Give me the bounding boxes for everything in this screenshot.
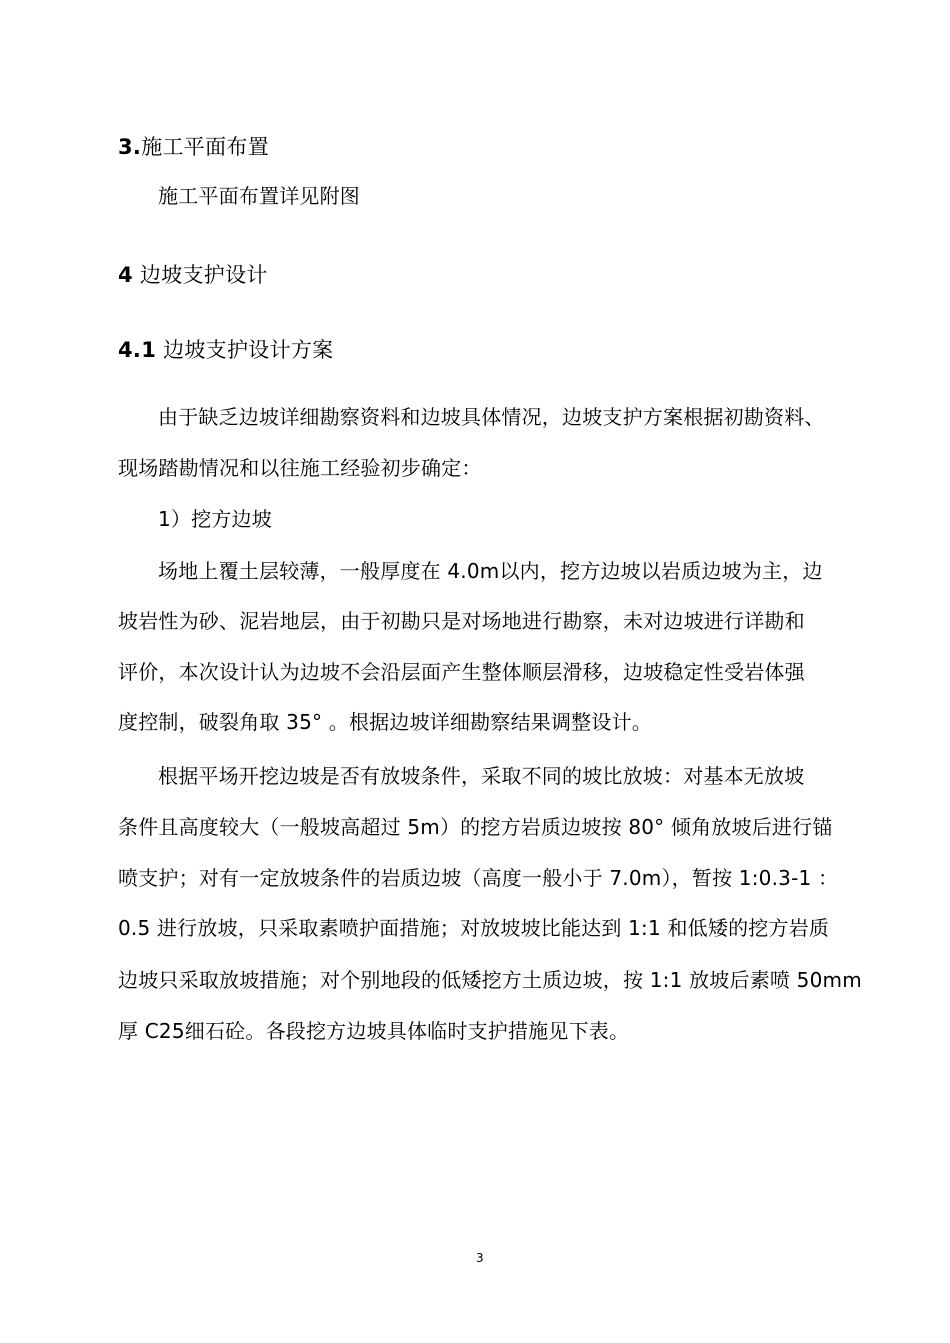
section-3-title: 施工平面布置 — [141, 135, 270, 159]
paragraph-1-line-1: 由于缺乏边坡详细勘察资料和边坡具体情况，边坡支护方案根据初勘资料、 — [158, 405, 825, 429]
paragraph-3-line-5: 边坡只采取放坡措施；对个别地段的低矮挖方土质边坡，按 1:1 放坡后素喷 50mm — [118, 968, 862, 992]
paragraph-2-line-3: 评价，本次设计认为边坡不会沿层面产生整体顺层滑移，边坡稳定性受岩体强 — [118, 660, 805, 684]
paragraph-2-line-4: 度控制，破裂角取 35° 。根据边坡详细勘察结果调整设计。 — [118, 710, 652, 734]
list-item-1: 1）挖方边坡 — [158, 507, 272, 531]
section-3-body: 施工平面布置详见附图 — [158, 184, 360, 208]
section-4-title: 边坡支护设计 — [132, 263, 268, 287]
section-4-number: 4 — [118, 263, 133, 287]
paragraph-2-line-1: 场地上覆土层较薄，一般厚度在 4.0m以内，挖方边坡以岩质边坡为主，边 — [158, 559, 823, 583]
section-4-1-heading — [118, 336, 333, 364]
paragraph-3-line-1: 根据平场开挖边坡是否有放坡条件，采取不同的坡比放坡：对基本无放坡 — [158, 764, 805, 788]
paragraph-3-line-2: 条件且高度较大（一般坡高超过 5m）的挖方岩质边坡按 80° 倾角放坡后进行锚 — [118, 815, 833, 839]
section-4-1-title: 边坡支护设计方案 — [156, 338, 334, 362]
paragraph-3-line-6: 厚 C25细石砼。各段挖方边坡具体临时支护措施见下表。 — [118, 1019, 630, 1043]
paragraph-2-line-2: 坡岩性为砂、泥岩地层，由于初勘只是对场地进行勘察，未对边坡进行详勘和 — [118, 609, 805, 633]
page-number: 3 — [476, 1251, 484, 1265]
paragraph-3-line-4: 0.5 进行放坡，只采取素喷护面措施；对放坡坡比能达到 1:1 和低矮的挖方岩质 — [118, 916, 830, 940]
paragraph-3-line-3: 喷支护；对有一定放坡条件的岩质边坡（高度一般小于 7.0m），暂按 1:0.3-1 ： — [118, 866, 839, 890]
section-4-heading — [118, 261, 268, 289]
paragraph-1-line-2: 现场踏勘情况和以往施工经验初步确定： — [118, 456, 482, 480]
section-3-heading — [118, 133, 269, 161]
section-4-1-number: 4.1 — [118, 338, 157, 362]
section-3-number: 3. — [118, 135, 142, 159]
